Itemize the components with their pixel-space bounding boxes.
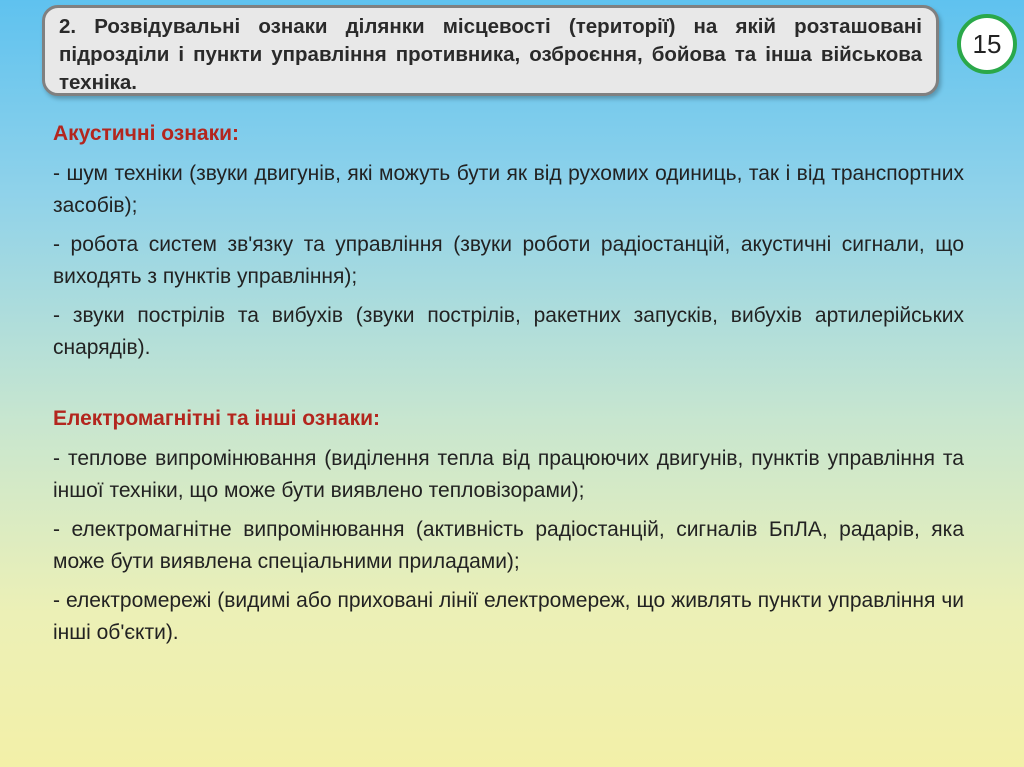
section-spacer — [53, 371, 964, 403]
section-heading-acoustic: Акустичні ознаки: — [53, 122, 240, 145]
page-number-badge: 15 — [957, 14, 1017, 74]
list-item: - робота систем зв'язку та управління (звуки роботи радіостанцій, акустичні сигнали, що виходять з пунктів управління); — [53, 233, 964, 288]
slide-title: 2. Розвідувальні ознаки ділянки місцевості (території) на якій розташовані підрозділи і пункти управління противника, озброєння, бойова та інша військова техніка. — [59, 15, 922, 94]
electromagnetic-section — [53, 403, 964, 649]
list-item: - шум техніки (звуки двигунів, які можуть бути як від рухомих одиниць, так і від транспортних засобів); — [53, 162, 964, 217]
slide-title-box — [42, 5, 939, 96]
section-heading-electromagnetic: Електромагнітні та інші ознаки: — [53, 407, 381, 430]
list-item: - теплове випромінювання (виділення тепла від працюючих двигунів, пунктів управління та іншої техніки, що може бути виявлено тепловізорами); — [53, 447, 964, 502]
acoustic-section — [53, 118, 964, 364]
list-item: - звуки пострілів та вибухів (звуки пострілів, ракетних запусків, вибухів артилерійських снарядів). — [53, 304, 964, 359]
list-item: - електромагнітне випромінювання (активність радіостанцій, сигналів БпЛА, радарів, яка може бути виявлена спеціальними приладами); — [53, 518, 964, 573]
slide-content — [53, 118, 964, 656]
list-item: - електромережі (видимі або приховані лінії електромереж, що живлять пункти управління чи інші об'єкти). — [53, 589, 964, 644]
